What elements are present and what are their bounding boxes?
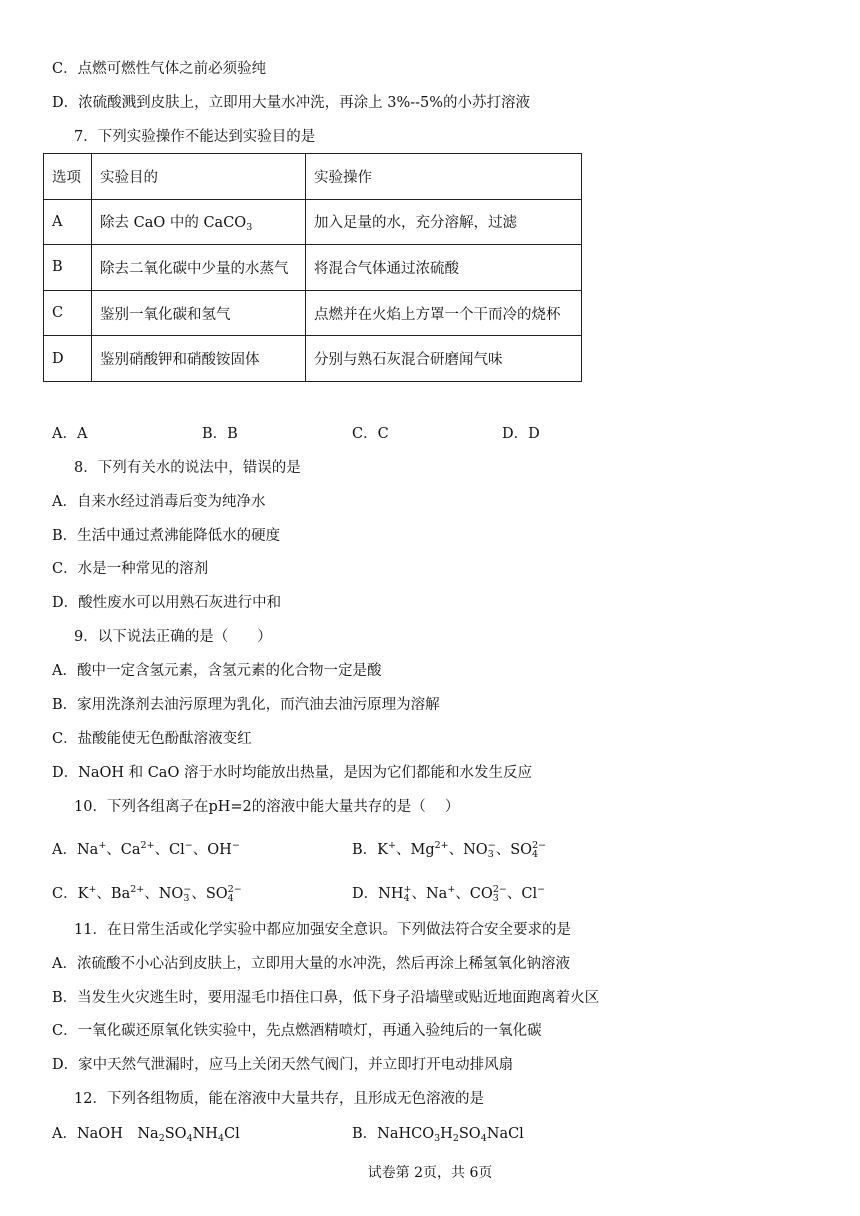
q9-option-c: C．盐酸能使无色酚酞溶液变红 (52, 731, 252, 747)
table-header-cell: 选项 (44, 154, 92, 200)
q8-option-b: B．生活中通过煮沸能降低水的硬度 (52, 528, 281, 544)
q7-answer-b: B．B (202, 426, 238, 442)
q7-table (43, 153, 582, 382)
table-cell-operation: 点燃并在火焰上方罩一个干而冷的烧杯 (306, 290, 582, 336)
table-header-row (44, 154, 582, 200)
table-cell-option: C (44, 290, 92, 336)
q6-option-d: D．浓硫酸溅到皮肤上，立即用大量水冲洗，再涂上 3%--5%的小苏打溶液 (52, 95, 531, 111)
table-cell-option: B (44, 245, 92, 291)
q8-option-d: D．酸性废水可以用熟石灰进行中和 (52, 595, 282, 611)
q11-option-c: C．一氧化碳还原氧化铁实验中，先点燃酒精喷灯，再通入验纯后的一氧化碳 (52, 1023, 542, 1039)
q11-option-d: D．家中天然气泄漏时，应马上关闭天然气阀门，并立即打开电动排风扇 (52, 1057, 514, 1073)
table-cell-purpose: 鉴别硝酸钾和硝酸铵固体 (92, 336, 306, 382)
q7-answer-c: C．C (352, 426, 389, 442)
q12-option-a: A．NaOH $Na_2SO_4NH_4Cl$ (52, 1126, 240, 1144)
q11-stem: 11．在日常生活或化学实验中都应加强安全意识。下列做法符合安全要求的是 (74, 922, 571, 938)
table-cell-purpose: 鉴别一氧化碳和氢气 (92, 290, 306, 336)
table-header-cell: 实验操作 (306, 154, 582, 200)
table-cell-operation: 将混合气体通过浓硫酸 (306, 245, 582, 291)
q9-option-b: B．家用洗涤剂去油污原理为乳化，而汽油去油污原理为溶解 (52, 697, 440, 713)
table-header-cell: 实验目的 (92, 154, 306, 200)
q11-option-b: B．当发生火灾逃生时，要用湿毛巾捂住口鼻，低下身子沿墙壁或贴近地面跑离着火区 (52, 990, 600, 1006)
q9-stem: 9．以下说法正确的是（ ） (74, 629, 272, 645)
table-cell-purpose: 除去二氧化碳中少量的水蒸气 (92, 245, 306, 291)
q8-option-c: C．水是一种常见的溶剂 (52, 561, 209, 577)
q10-option-d: D．$NH_4^+$、Na+、$CO_3^{2-}$、Cl− (352, 884, 546, 904)
q10-option-b: B．K+、$Mg^{2+}$、$NO_3^-$、$SO_4^{2-}$ (352, 840, 547, 860)
table-cell-option: A (44, 199, 92, 245)
q12-option-b: B．$NaHCO_3H_2SO_4NaCl$ (352, 1126, 524, 1144)
table-row (44, 336, 582, 382)
table-row (44, 199, 582, 245)
table-row (44, 290, 582, 336)
q9-option-d: D．NaOH 和 CaO 溶于水时均能放出热量，是因为它们都能和水发生反应 (52, 765, 532, 781)
q9-option-a: A．酸中一定含氢元素，含氢元素的化合物一定是酸 (52, 663, 382, 679)
q7-answer-d: D．D (502, 426, 540, 442)
table-row (44, 245, 582, 291)
page-footer: 试卷第 2页，共 6页 (367, 1165, 493, 1181)
q6-option-c: C．点燃可燃性气体之前必须验纯 (52, 61, 267, 77)
q8-option-a: A．自来水经过消毒后变为纯净水 (52, 494, 266, 510)
q7-answer-a: A．A (52, 426, 88, 442)
table-cell-operation: 加入足量的水，充分溶解，过滤 (306, 199, 582, 245)
table-cell-option: D (44, 336, 92, 382)
table-cell-operation: 分别与熟石灰混合研磨闻气味 (306, 336, 582, 382)
q10-stem: 10．下列各组离子在pH=2的溶液中能大量共存的是（ ） (74, 799, 460, 815)
table-cell-purpose: 除去 CaO 中的 CaCO$_3$ (92, 199, 306, 245)
q8-stem: 8．下列有关水的说法中，错误的是 (74, 460, 301, 476)
q7-stem: 7．下列实验操作不能达到实验目的是 (74, 129, 316, 145)
q11-option-a: A．浓硫酸不小心沾到皮肤上，立即用大量的水冲洗，然后再涂上稀氢氧化钠溶液 (52, 956, 570, 972)
q10-option-a: A．Na+、$Ca^{2+}$、Cl−、OH− (52, 840, 240, 858)
q12-stem: 12．下列各组物质，能在溶液中大量共存，且形成无色溶液的是 (74, 1091, 484, 1107)
q10-option-c: C．K+、$Ba^{2+}$、$NO_3^-$、$SO_4^{2-}$ (52, 884, 242, 904)
